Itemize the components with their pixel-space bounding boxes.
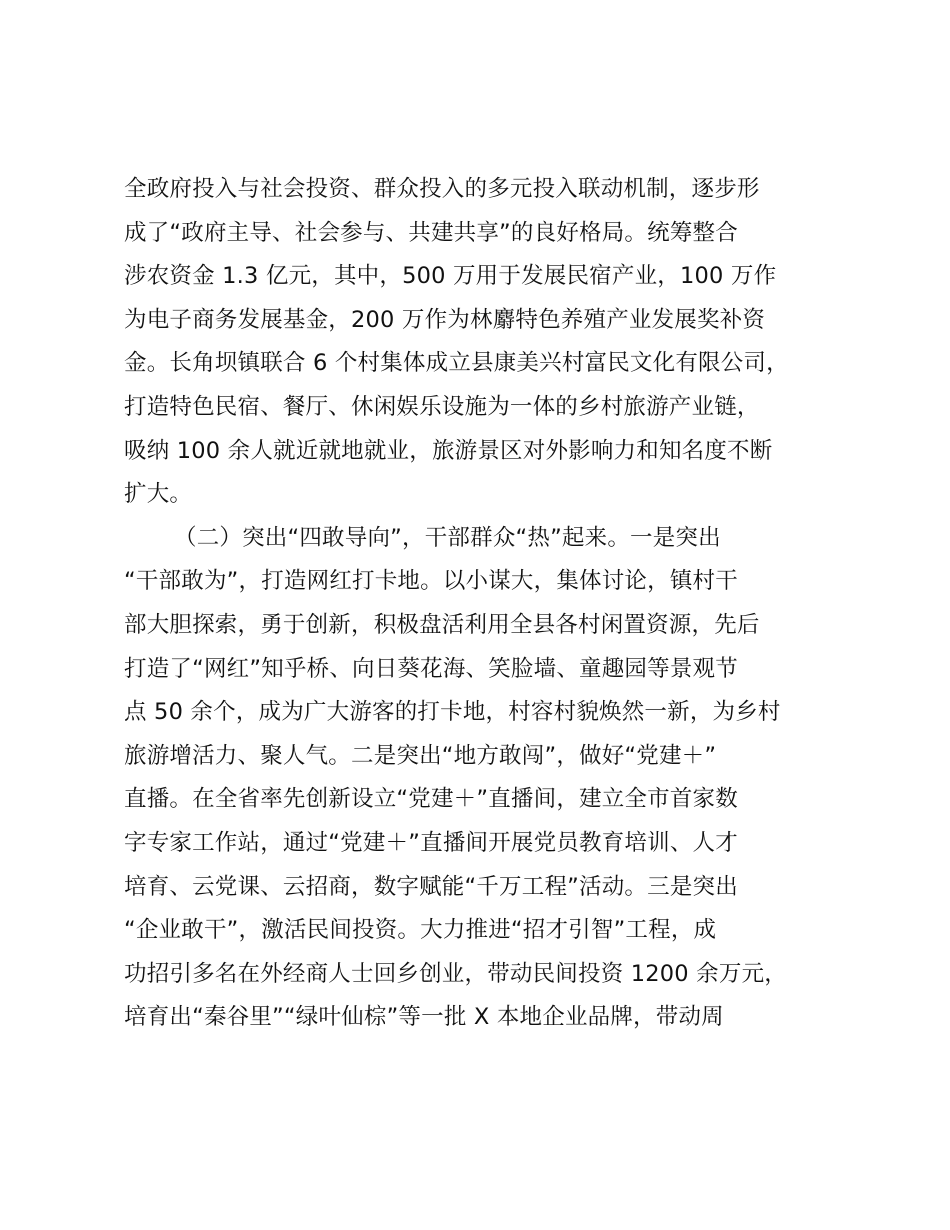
text-line: 培育、云党课、云招商，数字赋能“千万工程”活动。三是突出 — [124, 873, 738, 900]
text-line: 字专家工作站，通过“党建＋”直播间开展党员教育培训、人才 — [124, 829, 738, 856]
text-line: 旅游增活力、聚人气。二是突出“地方敢闯”，做好“党建＋” — [124, 742, 717, 769]
text-line: “企业敢干”，激活民间投资。大力推进“招才引智”工程，成 — [124, 917, 717, 944]
text-line: 成了“政府主导、社会参与、共建共享”的良好格局。统筹整合 — [124, 219, 738, 246]
text-line: 涉农资金 1.3 亿元，其中，500 万用于发展民宿产业，100 万作 — [124, 263, 777, 290]
text-line: 打造特色民宿、餐厅、休闲娱乐设施为一体的乡村旅游产业链， — [124, 393, 760, 420]
text-line: 全政府投入与社会投资、群众投入的多元投入联动机制，逐步形 — [124, 176, 760, 202]
text-line: 功招引多名在外经商人士回乡创业，带动民间投资 1200 余万元， — [124, 960, 787, 987]
text-line: “干部敢为”，打造网红打卡地。以小谋大，集体讨论，镇村干 — [124, 568, 738, 595]
text-line: 扩大。 — [124, 481, 193, 508]
body-text — [124, 168, 844, 1040]
section-heading-line: （二）突出“四敢导向”，干部群众“热”起来。一是突出 — [174, 524, 721, 551]
text-line: 点 50 余个，成为广大游客的打卡地，村容村貌焕然一新，为乡村 — [124, 699, 781, 726]
text-line: 部大胆探索，勇于创新，积极盘活利用全县各村闲置资源，先后 — [124, 611, 760, 638]
text-line: 直播。在全省率先创新设立“党建＋”直播间，建立全市首家数 — [124, 786, 738, 813]
text-line: 培育出“秦谷里”“绿叶仙棕”等一批 X 本地企业品牌，带动周 — [124, 1004, 724, 1031]
text-line: 为电子商务发展基金，200 万作为林麝特色养殖产业发展奖补资 — [124, 306, 766, 333]
text-line: 金。长角坝镇联合 6 个村集体成立县康美兴村富民文化有限公司， — [124, 350, 789, 377]
text-line: 打造了“网红”知乎桥、向日葵花海、笑脸墙、童趣园等景观节 — [124, 655, 738, 682]
text-line: 吸纳 100 余人就近就地就业，旅游景区对外影响力和知名度不断 — [124, 437, 773, 464]
